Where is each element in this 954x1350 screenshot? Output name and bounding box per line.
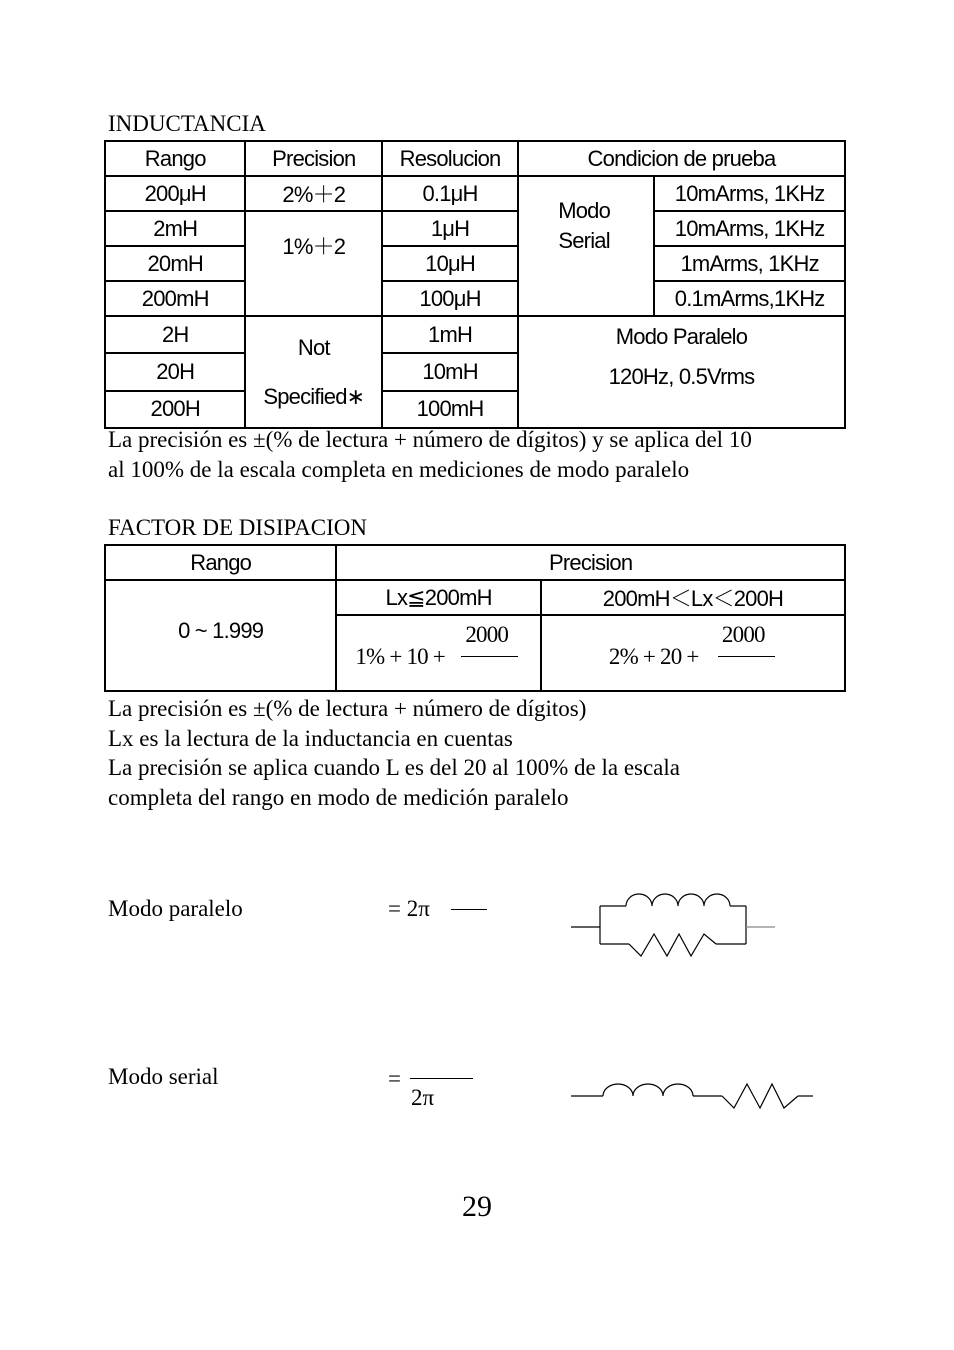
df-formula-2-prefix: 2% + 20 +: [608, 644, 699, 669]
resistor-symbol: [629, 934, 716, 956]
parallel-circuit-diagram: [565, 886, 780, 962]
serial-formula-den: 2π: [411, 1085, 435, 1110]
range-cell: 20H: [105, 353, 245, 390]
resolution-cell: 1μH: [382, 211, 518, 246]
df-formula-1-bar: [461, 656, 518, 657]
df-formula-1-cell: [336, 615, 541, 691]
resolution-cell: 10mH: [382, 353, 518, 390]
parallel-mode-line2: 120Hz, 0.5Vrms: [608, 364, 755, 389]
inductance-note-line1: La precisión es ±(% de lectura + número de dígitos) y se aplica del 10: [108, 427, 752, 452]
dissipation-notes: [108, 694, 680, 812]
resolution-cell: 10μH: [382, 246, 518, 281]
df-header-precision: Precision: [336, 545, 845, 580]
parallel-mode-label: Modo paralelo: [108, 896, 243, 921]
serial-mode-cell: [518, 176, 654, 316]
header-precision: Precision: [245, 141, 382, 176]
range-cell: 200H: [105, 391, 245, 428]
parallel-mode-line1: Modo Paralelo: [615, 324, 748, 349]
serial-circuit-diagram: [565, 1075, 820, 1115]
not-specified-cell: [245, 316, 382, 428]
serial-mode-label: Modo serial: [108, 1064, 219, 1089]
df-header-rango: Rango: [105, 545, 336, 580]
condition-cell: 0.1mArms,1KHz: [654, 281, 845, 316]
dissipation-title: FACTOR DE DISIPACION: [108, 515, 368, 540]
serial-mode-line2: Serial: [558, 228, 610, 253]
resolution-cell: 0.1μH: [382, 176, 518, 211]
range-cell: 20mH: [105, 246, 245, 281]
precision-cell: 2%＋2: [245, 176, 382, 211]
parallel-mode-formula: = 2π: [388, 896, 430, 921]
dissipation-note-line: completa del rango en modo de medición paralelo: [108, 784, 569, 810]
inductor-coil-symbol: [603, 1084, 693, 1096]
df-formula-2-bar: [718, 656, 775, 657]
serial-formula-eq: =: [388, 1066, 401, 1091]
condition-cell: 10mArms, 1KHz: [654, 176, 845, 211]
condition-cell: 10mArms, 1KHz: [654, 211, 845, 246]
header-condicion: Condicion de prueba: [518, 141, 845, 176]
range-cell: 200μH: [105, 176, 245, 211]
resistor-symbol: [722, 1084, 798, 1108]
dissipation-table: [104, 544, 846, 692]
dissipation-note-line: La precisión se aplica cuando L es del 20 al 100% de la escala: [108, 755, 680, 780]
df-formula-1-prefix: 1% + 10 +: [355, 644, 445, 669]
df-formula-1-num: 2000: [465, 622, 509, 647]
dissipation-note-line: La precisión es ±(% de lectura + número de dígitos): [108, 696, 587, 721]
df-formula-2-num: 2000: [721, 622, 765, 647]
inductance-note: [108, 425, 752, 484]
dissipation-note-line: Lx es la lectura de la inductancia en cuentas: [108, 725, 513, 751]
page-number: 29: [462, 1190, 492, 1223]
inductance-title: INDUCTANCIA: [108, 111, 266, 136]
header-resolucion: Resolucion: [382, 141, 518, 176]
range-cell: 2H: [105, 316, 245, 353]
resolution-cell: 100mH: [382, 391, 518, 428]
resolution-cell: 100μH: [382, 281, 518, 316]
parallel-formula-bar: [451, 909, 487, 910]
inductance-table: [104, 140, 846, 429]
condition-cell: 1mArms, 1KHz: [654, 246, 845, 281]
serial-mode-line1: Modo: [558, 198, 611, 223]
inductance-note-line2: al 100% de la escala completa en mediciones de modo paralelo: [108, 456, 690, 482]
range-cell: 2mH: [105, 211, 245, 246]
df-subheader-2: 200mH＜Lx＜200H: [541, 580, 845, 615]
df-range-value: 0 ~ 1.999: [105, 580, 336, 691]
inductor-coil-symbol: [626, 894, 730, 906]
range-cell: 200mH: [105, 281, 245, 316]
not-specified-line1: Not: [297, 335, 330, 360]
df-formula-2-cell: [541, 615, 845, 691]
resolution-cell: 1mH: [382, 316, 518, 353]
not-specified-line2: Specified∗: [263, 384, 365, 409]
parallel-mode-cell: [518, 316, 845, 428]
df-subheader-1: Lx≦200mH: [336, 580, 541, 615]
header-rango: Rango: [105, 141, 245, 176]
precision-cell: 1%＋2: [245, 211, 382, 316]
serial-formula-bar: [410, 1078, 473, 1079]
